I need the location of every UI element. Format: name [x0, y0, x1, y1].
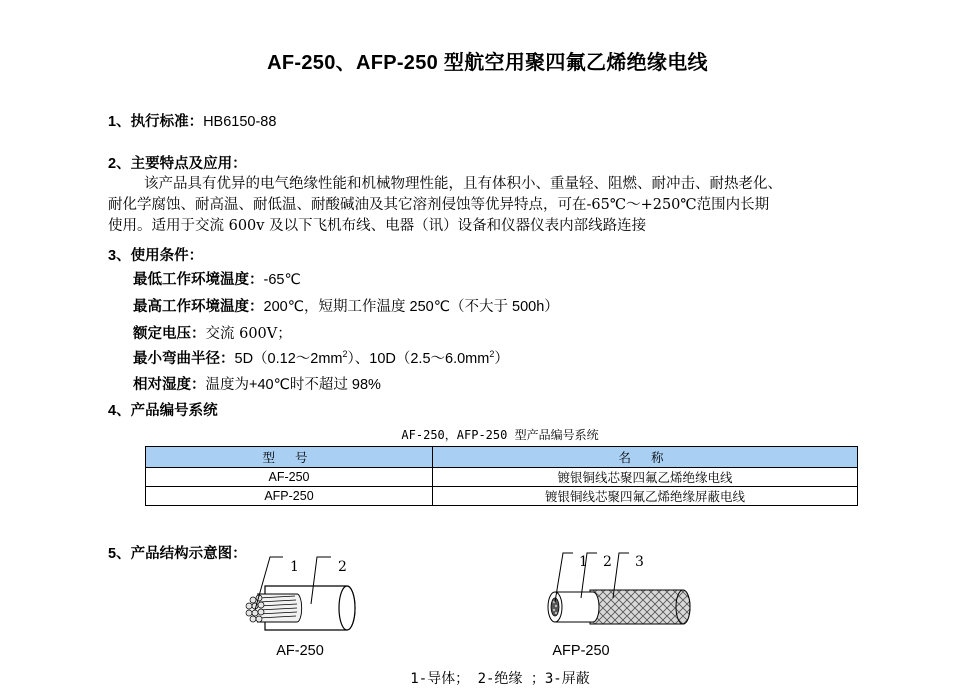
paragraph-line-1: 该产品具有优异的电气绝缘性能和机械物理性能，且有体积小、重量轻、阻燃、耐冲击、耐热老化、: [144, 176, 782, 192]
min-temp-value: -65℃: [263, 272, 301, 288]
section-2-paragraph: [108, 174, 898, 237]
afp-250-cable-diagram: [535, 548, 705, 638]
humidity-row: [133, 373, 381, 394]
humidity-value: 温度为+40℃时不超过 98%: [205, 377, 381, 393]
bend-radius-label: 最小弯曲半径：: [133, 351, 235, 367]
callout-1: 1: [290, 559, 299, 575]
bend-radius-row: [133, 347, 509, 368]
document-title: AF-250、AFP-250 型航空用聚四氟乙烯绝缘电线: [267, 52, 708, 74]
table-header-row: [146, 447, 858, 468]
max-temp-label: 最高工作环境温度：: [133, 299, 264, 315]
fig-label-afp-250: AFP-250: [552, 643, 610, 659]
bend-radius-value-b: ）、10D（2.5～6.0mm: [347, 351, 490, 367]
callout-1: 1: [579, 554, 588, 570]
cell-model: AFP-250: [146, 487, 433, 506]
min-temp-label: 最低工作环境温度：: [133, 272, 264, 288]
section-1-heading: 1、执行标准：: [108, 114, 204, 130]
section-1: [108, 110, 276, 131]
humidity-label: 相对湿度：: [133, 377, 206, 393]
paragraph-line-2: 耐化学腐蚀、耐高温、耐低温、耐酸碱油及其它溶剂侵蚀等优异特点，可在-65℃～+250℃范围内长期: [108, 197, 770, 213]
table-caption: AF-250，AFP-250 型产品编号系统: [401, 428, 599, 442]
voltage-value: 交流 600V；: [205, 326, 292, 342]
bend-radius-sup-2: 2: [489, 349, 495, 360]
column-header-model: 型 号: [146, 447, 433, 468]
section-2-heading: 2、主要特点及应用：: [108, 156, 247, 172]
figure-legend: 1-导体； 2-绝缘 ；3-屏蔽: [410, 671, 590, 687]
voltage-row: [133, 322, 292, 343]
callout-3: 3: [635, 554, 644, 570]
section-4-heading: 4、产品编号系统: [108, 403, 218, 419]
fig-label-af-250: AF-250: [276, 643, 324, 659]
cell-model: AF-250: [146, 468, 433, 487]
max-temp-row: [133, 295, 559, 316]
min-temp-row: [133, 268, 301, 289]
bend-radius-value-c: ）: [494, 351, 509, 367]
column-header-name: 名 称: [433, 447, 858, 468]
bend-radius-value-a: 5D（0.12～2mm: [234, 351, 343, 367]
section-5-heading: 5、产品结构示意图：: [108, 546, 247, 562]
voltage-label: 额定电压：: [133, 326, 206, 342]
af-250-cable-diagram: [235, 552, 375, 642]
standard-value: HB6150-88: [203, 114, 277, 130]
table-row: [146, 468, 858, 487]
max-temp-value: 200℃，短期工作温度 250℃（不大于 500h）: [263, 299, 559, 315]
paragraph-line-3: 使用。适用于交流 600v 及以下飞机布线、电器（讯）设备和仪器仪表内部线路连接: [108, 218, 647, 234]
table-row: [146, 487, 858, 506]
section-3-heading: 3、使用条件：: [108, 248, 204, 264]
callout-2: 2: [338, 559, 347, 575]
cell-name: 镀银铜线芯聚四氟乙烯绝缘电线: [433, 468, 858, 487]
bend-radius-sup-1: 2: [342, 349, 348, 360]
product-code-table: [145, 446, 858, 506]
cell-name: 镀银铜线芯聚四氟乙烯绝缘屏蔽电线: [433, 487, 858, 506]
callout-2: 2: [603, 554, 612, 570]
